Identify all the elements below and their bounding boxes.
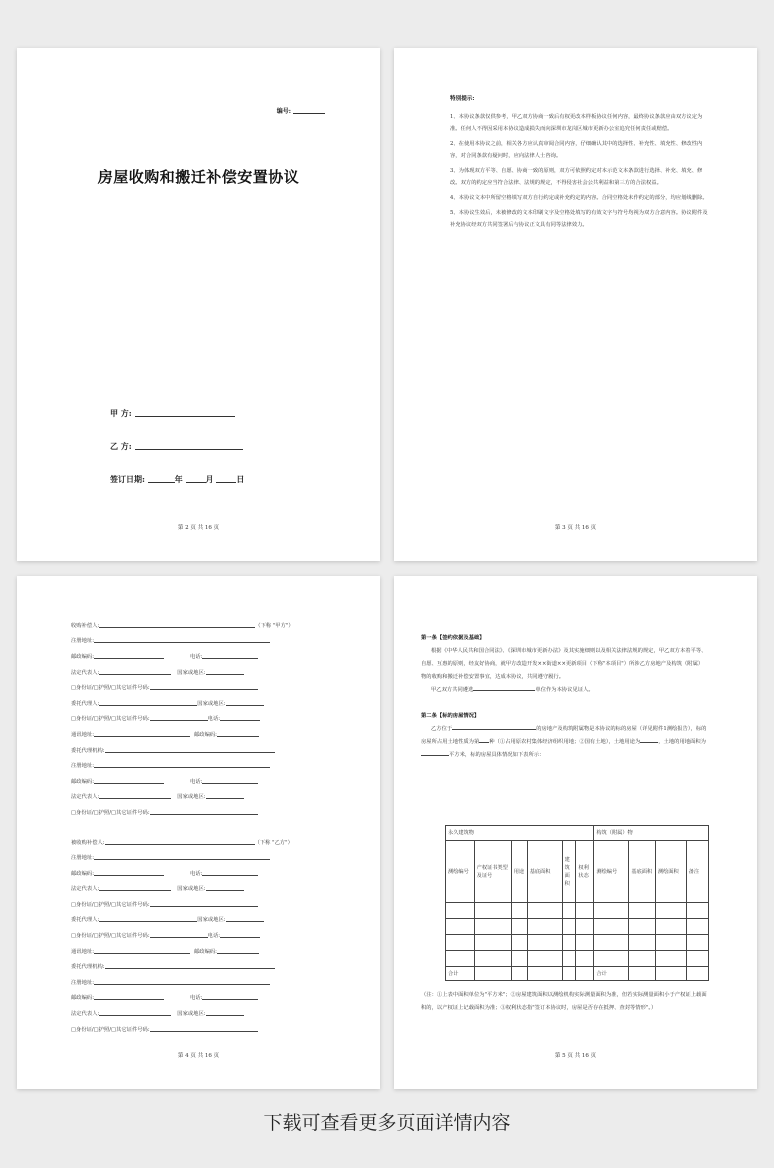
field-label: 邮政编码:	[71, 870, 94, 877]
blank-line	[99, 622, 255, 628]
blank-line	[217, 731, 259, 737]
form-row	[71, 943, 330, 959]
blank-line	[150, 684, 258, 690]
contract-number-blank	[293, 113, 325, 114]
field-label: 注册地址:	[71, 638, 94, 645]
field-label: 邮政编码:	[193, 948, 217, 955]
blank-line	[105, 747, 275, 753]
contract-number-field	[277, 106, 325, 115]
column-header: 权利状态	[576, 841, 594, 903]
blank-line	[202, 870, 258, 876]
form-row	[71, 757, 330, 773]
table-row	[446, 903, 709, 919]
blank-line	[99, 885, 171, 891]
blank-line	[421, 750, 449, 756]
form-row	[71, 789, 330, 805]
form-row	[71, 849, 330, 865]
download-caption: 下载可查看更多页面详情内容	[263, 1112, 511, 1134]
table-header-left: 永久建筑物	[446, 826, 594, 841]
blank-line	[226, 916, 264, 922]
party-b-blank	[135, 449, 243, 450]
field-label: 委托代理人:	[71, 700, 100, 707]
party-a-blank	[135, 416, 235, 417]
field-label: 法定代表人:	[71, 1011, 100, 1018]
party-b-field	[110, 441, 243, 452]
year-label: 年	[174, 474, 183, 484]
field-label: 电话:	[189, 653, 203, 660]
form-row	[71, 695, 330, 711]
field-label: □身份证/□护照/□其它证件号码:	[71, 809, 150, 816]
blank-line	[226, 700, 264, 706]
field-label: 国家或地区:	[197, 917, 226, 924]
text-span: 单位作为本协议见证人。	[535, 687, 594, 693]
form-row	[71, 679, 330, 695]
field-label: 邮政编码:	[71, 653, 94, 660]
notice-heading: 特别提示:	[450, 96, 475, 102]
blank-line	[94, 854, 270, 860]
blank-line	[94, 653, 164, 659]
document-page-cover	[17, 48, 380, 561]
blank-line	[206, 1010, 244, 1016]
document-page-parties	[17, 576, 380, 1089]
buyer-suffix: （下称 "甲方"）	[255, 622, 294, 629]
notice-paragraph: 4、本协议文本中所留空格填写双方自行约定或补充约定的内容。合同空格处未作约定的部分，均应划线删除。	[450, 195, 708, 201]
form-row	[71, 834, 330, 850]
form-row	[71, 958, 330, 974]
form-row	[71, 648, 330, 664]
document-page-notice	[394, 48, 757, 561]
notice-paragraph: 5、本协议生效后，未被修改的文本印刷文字及空格处填写的有效文字与符号均视为双方合意内容。协议附件及补充协议经双方共同签署后与协议正文具有同等法律效力。	[450, 210, 708, 228]
field-label: 委托代理机构:	[71, 747, 105, 754]
day-blank	[216, 482, 236, 483]
blank-line	[150, 932, 208, 938]
field-label: 委托代理人:	[71, 917, 100, 924]
form-row	[71, 881, 330, 897]
field-label: □身份证/□护照/□其它证件号码:	[71, 901, 150, 908]
column-header: 备注	[686, 841, 708, 903]
field-label: 邮政编码:	[71, 995, 94, 1002]
field-label: 电话:	[189, 995, 203, 1002]
notice-paragraph: 3、为体现双方平等、自愿、协商一致的原则，双方可依照约定对本示范文本条款进行选择、补充、填充、修改。双方的约定应当符合法律、法规的规定，不得侵害社会公共利益和第三方的合法权益。	[450, 168, 703, 186]
form-row	[71, 664, 330, 680]
blank-line	[217, 948, 259, 954]
form-row	[71, 990, 330, 1006]
blank-line	[220, 932, 260, 938]
section-heading: 第二条【标的房屋情况】	[421, 713, 480, 719]
blank-line	[94, 731, 190, 737]
section-heading: 第一条【签约依据及基础】	[421, 635, 485, 641]
form-row	[71, 742, 330, 758]
table-note: （注：①上表中面积单位为"平方米"；②房屋建筑面积以测绘机构实际测量面积为准，但若实际测量面积小于产权证上载面积的，以产权证上记载面积为准；③权利状态指"签订本协议时，房屋是否存在抵押、查封等情形"。）	[421, 992, 707, 1011]
year-blank	[148, 482, 175, 483]
text-span: 的房地产及构筑附属物是本协议的标的房屋（详见附件1测绘报告），标的房屋所占用土地性质为第	[421, 726, 707, 745]
form-row	[71, 804, 330, 820]
column-header: 用途	[511, 841, 527, 903]
field-label: 通讯地址:	[71, 731, 94, 738]
blank-line	[105, 839, 255, 845]
column-header: 测绘面积	[655, 841, 686, 903]
blank-line	[99, 1010, 171, 1016]
field-label: 法定代表人:	[71, 669, 100, 676]
blank-line	[94, 948, 190, 954]
blank-line	[94, 870, 164, 876]
form-row	[71, 617, 330, 633]
sign-date-label: 签订日期:	[110, 474, 145, 484]
table-row	[446, 951, 709, 967]
field-label: 国家或地区:	[177, 886, 206, 893]
table-row	[446, 935, 709, 951]
field-label: 法定代表人:	[71, 886, 100, 893]
sign-date-field	[110, 474, 244, 485]
table-row	[446, 919, 709, 935]
form-row	[71, 1021, 330, 1037]
form-row	[71, 974, 330, 990]
property-table	[445, 825, 709, 981]
blank-line	[94, 762, 270, 768]
page-number: 第 3 页 共 16 页	[554, 525, 597, 531]
form-row	[71, 896, 330, 912]
blank-line	[206, 793, 244, 799]
blank-line	[94, 979, 270, 985]
total-label: 合计	[594, 967, 629, 981]
text-span: 平方米，标的房屋具体情况如下表所示：	[449, 752, 545, 758]
blank-line	[99, 700, 197, 706]
form-row	[71, 927, 330, 943]
blank-line	[202, 653, 258, 659]
field-label: □身份证/□护照/□其它证件号码:	[71, 933, 150, 940]
blank-line	[206, 669, 244, 675]
blank-line	[94, 778, 164, 784]
field-label: □身份证/□护照/□其它证件号码:	[71, 1026, 150, 1033]
column-header: 测绘编号	[446, 841, 475, 903]
field-label: 委托代理机构:	[71, 964, 105, 971]
field-label: 电话:	[207, 716, 221, 723]
field-label: □身份证/□护照/□其它证件号码:	[71, 716, 150, 723]
field-label: □身份证/□护照/□其它证件号码:	[71, 685, 150, 692]
text-span: 乙方位于	[431, 726, 453, 732]
document-title: 房屋收购和搬迁补偿安置协议	[97, 168, 300, 186]
blank-line	[94, 994, 164, 1000]
special-notice	[450, 93, 709, 234]
column-header: 测绘编号	[594, 841, 629, 903]
blank-line	[150, 1026, 258, 1032]
month-blank	[186, 482, 206, 483]
table-row	[446, 826, 709, 841]
field-label: 通讯地址:	[71, 948, 94, 955]
blank-line	[202, 778, 258, 784]
blank-line	[202, 994, 258, 1000]
column-header: 产权证书类型及证号	[474, 841, 511, 903]
table-row	[446, 841, 709, 903]
notice-paragraph: 2、在使用本协议之前，相关各方应认真审阅合同内容，仔细确认其中的选择性、补充性、填充性、修改性内容，对合同条款有疑问时，应向法律人士咨询。	[450, 141, 703, 159]
seller-label: 被收购补偿人:	[71, 839, 105, 846]
blank-line	[150, 809, 258, 815]
blank-line	[150, 715, 208, 721]
party-a-label: 甲 方:	[110, 408, 132, 418]
article-paragraph: 根据《中华人民共和国合同法》、《深圳市城市更新办法》及其实施细则以及相关法律法规的规定，甲乙双方本着平等、自愿、互惠的原则，经友好协商，就甲方改造开发××街道××更新项目（下称"本项目"）所涉乙方房地产及构筑（附属）物的收购和搬迁补偿安置事宜，达成本协议，共同遵守履行。	[421, 648, 707, 680]
blank-line	[150, 901, 258, 907]
article-paragraph	[421, 684, 707, 697]
field-label: 电话:	[189, 870, 203, 877]
blank-line	[473, 685, 535, 691]
blank-line	[479, 737, 489, 743]
field-label: 国家或地区:	[177, 794, 206, 801]
blank-line	[105, 963, 275, 969]
blank-line	[99, 669, 171, 675]
table-header-right: 构筑（附属）物	[594, 826, 709, 841]
form-row	[71, 711, 330, 727]
party-b-label: 乙 方:	[110, 441, 132, 451]
article-paragraph	[421, 723, 707, 762]
blank-line	[452, 724, 536, 730]
articles-text	[421, 632, 707, 762]
column-header: 基底面积	[527, 841, 562, 903]
form-row	[71, 773, 330, 789]
field-label: 邮政编码:	[193, 731, 217, 738]
form-row	[71, 726, 330, 742]
page-number: 第 4 页 共 16 页	[177, 1053, 220, 1059]
field-label: 注册地址:	[71, 979, 94, 986]
document-page-articles	[394, 576, 757, 1089]
form-row	[71, 912, 330, 928]
notice-paragraph: 1、本协议条款仅供参考，甲乙双方协商一致后有权更改本样板协议任何内容，最终协议条款应由双方议定为准。任何人不得因采用本协议造成损失而向深圳市龙岗区城市更新办公室追究任何责任或赔偿。	[450, 114, 703, 132]
form-row	[71, 633, 330, 649]
column-header: 基底面积	[629, 841, 656, 903]
blank-line	[206, 885, 244, 891]
blank-line	[94, 637, 270, 643]
blank-line	[640, 737, 658, 743]
text-span: 种（①占用原农村集体经济组织用地；②国有土地），土地用途为	[489, 739, 641, 745]
blank-line	[99, 793, 171, 799]
buyer-label: 收购补偿人:	[71, 622, 100, 629]
party-a-field	[110, 408, 235, 419]
field-label: 注册地址:	[71, 763, 94, 770]
contract-number-label: 编号:	[276, 108, 291, 115]
field-label: 电话:	[207, 933, 221, 940]
seller-suffix: （下称 "乙方"）	[254, 839, 293, 846]
page-number: 第 2 页 共 16 页	[177, 525, 220, 531]
total-label: 合计	[446, 967, 475, 981]
field-label: 法定代表人:	[71, 794, 100, 801]
month-label: 月	[205, 474, 214, 484]
field-label: 国家或地区:	[177, 669, 206, 676]
field-label: 注册地址:	[71, 855, 94, 862]
field-label: 国家或地区:	[177, 1011, 206, 1018]
blank-line	[220, 715, 260, 721]
text-span: 甲乙双方共同遴选	[431, 687, 474, 693]
column-header: 建筑面积	[562, 841, 576, 903]
party-info-form	[71, 617, 330, 1036]
table-row	[446, 967, 709, 981]
field-label: 电话:	[189, 778, 203, 785]
day-label: 日	[236, 474, 245, 484]
blank-line	[99, 916, 197, 922]
form-row	[71, 1005, 330, 1021]
text-span: ，土地的用地面积为	[658, 739, 706, 745]
form-row	[71, 865, 330, 881]
field-label: 邮政编码:	[71, 778, 94, 785]
field-label: 国家或地区:	[197, 700, 226, 707]
page-number: 第 5 页 共 16 页	[554, 1053, 597, 1059]
